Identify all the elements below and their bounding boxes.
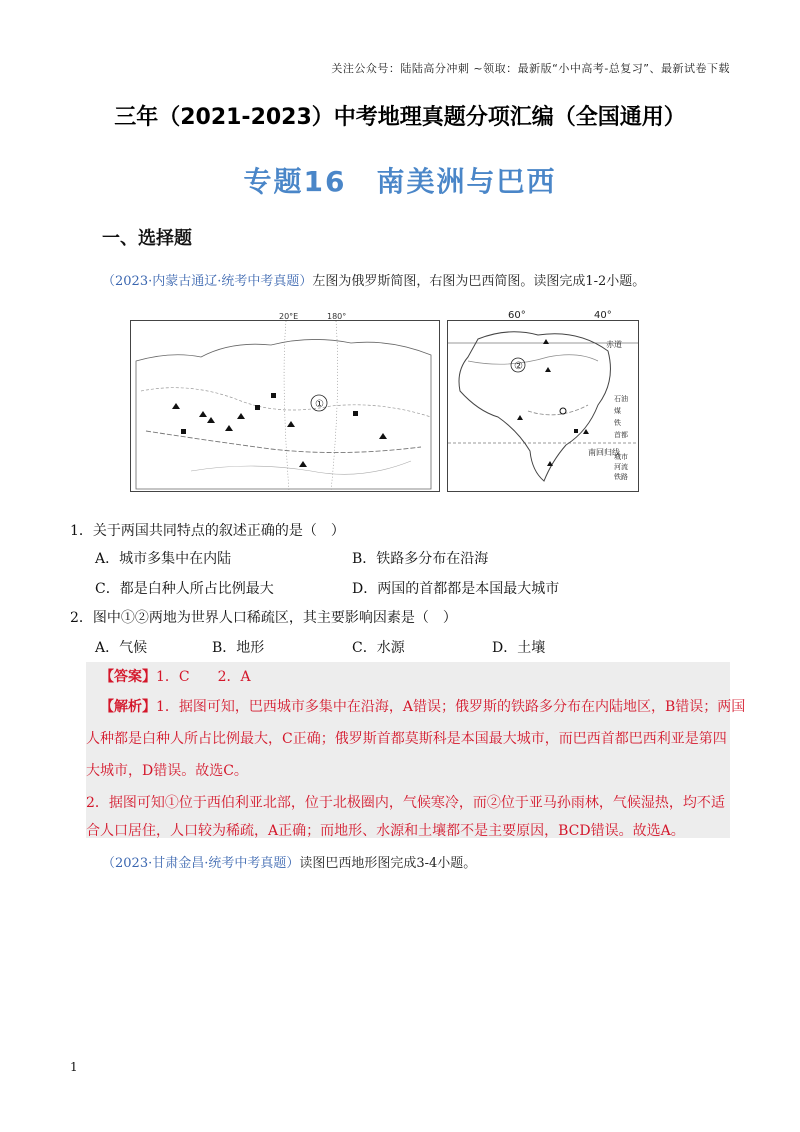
map-legend <box>614 394 628 481</box>
analysis-line-3: 大城市，D错误。故选C。 <box>86 763 248 779</box>
legend-oil: 石油 <box>614 395 628 403</box>
page-number: 1 <box>70 1060 78 1074</box>
legend-coal: 煤 <box>614 407 621 415</box>
question-1-stem: 1．关于两国共同特点的叙述正确的是（ ） <box>70 523 345 539</box>
question-2-option-a: A．气候 <box>95 640 148 656</box>
brazil-map <box>447 310 639 492</box>
header-note: 关注公众号：陆陆高分冲刺 ~领取：最新版“小中高考-总复习”、最新试卷下载 <box>331 62 730 75</box>
answer-tag: 【答案】 <box>100 669 156 685</box>
question-intro-text: 左图为俄罗斯简图，右图为巴西简图。读图完成1-2小题。 <box>312 274 646 289</box>
legend-iron: 铁 <box>614 419 621 427</box>
railway-line <box>141 388 431 417</box>
answer-line <box>100 666 251 686</box>
question-1-option-d: D．两国的首都都是本国最大城市 <box>352 581 560 597</box>
railway-line <box>528 405 588 415</box>
document-subtitle: 专题16 南美洲与巴西 <box>243 165 557 198</box>
analysis-line-1 <box>100 696 745 716</box>
brazil-outline <box>459 332 610 481</box>
legend-city: 城市 <box>614 453 628 461</box>
analysis-line-2: 人种都是白种人所占比例最大，C正确；俄罗斯首都莫斯科是本国最大城市，而巴西首都巴西利亚是第四 <box>86 731 727 747</box>
question-source: （2023·内蒙古通辽·统考中考真题） <box>102 274 313 289</box>
russia-map <box>130 312 440 492</box>
analysis-tag: 【解析】 <box>100 699 156 715</box>
map-symbols <box>172 393 387 467</box>
question-intro-2 <box>102 852 476 871</box>
river-line <box>191 461 411 474</box>
legend-capital: 首都 <box>614 431 628 439</box>
document-title: 三年（2021-2023）中考地理真题分项汇编（全国通用） <box>114 105 686 130</box>
analysis-line-4: 2．据图可知①位于西伯利亚北部，位于北极圈内，气候寒冷，而②位于亚马孙雨林，气候湿热，均不适 <box>86 795 725 811</box>
question-source-2: （2023·甘肃金昌·统考中考真题） <box>102 856 300 871</box>
question-2-option-b: B．地形 <box>212 640 265 656</box>
analysis-line-5: 合人口居住，人口较为稀疏，A正确；而地形、水源和土壤都不是主要原因，BCD错误。故选A。 <box>86 823 685 839</box>
answer-text: 1．C 2．A <box>156 669 251 685</box>
capital-marker <box>560 408 566 414</box>
question-1-option-c: C．都是白种人所占比例最大 <box>95 581 274 597</box>
map-lon-label-60: 60° <box>508 310 526 321</box>
map-lon-label-180: 180° <box>327 312 347 321</box>
russia-coast <box>136 339 431 489</box>
region-label-1: ① <box>315 399 324 410</box>
question-intro-1 <box>102 270 645 289</box>
equator-label: 赤道 <box>606 340 622 349</box>
river-line <box>468 355 598 364</box>
legend-railway: 铁路 <box>614 473 628 481</box>
map-lon-label-40: 40° <box>594 310 612 321</box>
question-1-option-b: B．铁路多分布在沿海 <box>352 551 489 567</box>
tropic-label: 南回归线 <box>588 448 620 457</box>
question-1-option-a: A．城市多集中在内陆 <box>95 551 232 567</box>
region-label-2: ② <box>514 361 523 372</box>
meridian-line <box>284 321 289 491</box>
section-heading: 一、选择题 <box>102 228 192 249</box>
question-2-option-c: C．水源 <box>352 640 405 656</box>
question-intro-text-2: 读图巴西地形图完成3-4小题。 <box>299 856 477 871</box>
question-2-option-d: D．土壤 <box>492 640 546 656</box>
map-lon-label-20e: 20°E <box>279 312 299 321</box>
analysis-text-1: 1．据图可知，巴西城市多集中在沿海，A错误；俄罗斯的铁路多分布在内陆地区，B错误；两国 <box>156 699 746 715</box>
railway-line <box>146 431 421 453</box>
legend-river: 河流 <box>614 463 628 471</box>
question-2-stem: 2．图中①②两地为世界人口稀疏区，其主要影响因素是（ ） <box>70 610 457 626</box>
